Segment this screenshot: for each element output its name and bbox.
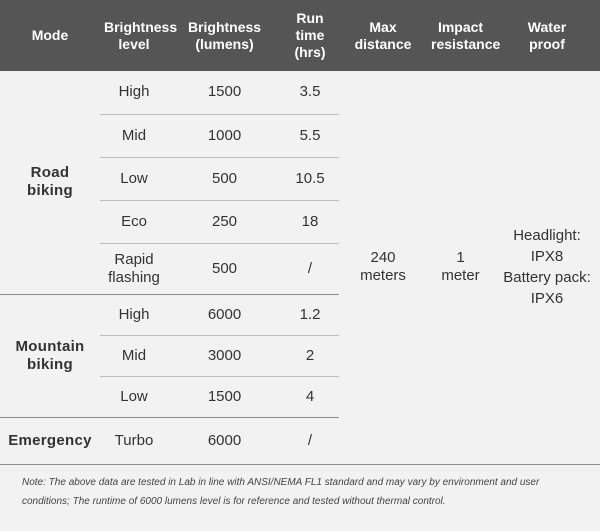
lumens-cell: 1500	[168, 71, 281, 114]
runtime-cell: 1.2	[281, 294, 339, 335]
lumens-cell: 1500	[168, 376, 281, 417]
runtime-cell: 10.5	[281, 157, 339, 200]
level-cell: High	[100, 294, 168, 335]
max-distance-value: 240 meters	[339, 71, 427, 464]
lumens-cell: 6000	[168, 417, 281, 464]
level-cell: Turbo	[100, 417, 168, 464]
lumens-cell: 500	[168, 157, 281, 200]
level-cell: Low	[100, 376, 168, 417]
lumens-cell: 500	[168, 243, 281, 294]
header-row	[0, 0, 600, 71]
mode-road-biking: Road biking	[0, 71, 100, 294]
level-cell: Eco	[100, 200, 168, 243]
footnote: Note: The above data are tested in Lab in line with ANSI/NEMA FL1 standard and may vary by environment and user conditions; The runtime of 6000 lumens level is for reference and tested without thermal control.	[22, 476, 540, 507]
level-cell: Rapid flashing	[100, 243, 168, 294]
runtime-cell: 2	[281, 335, 339, 376]
level-cell: Low	[100, 157, 168, 200]
header-brightness-level: Brightness level	[104, 18, 178, 52]
header-impact-resistance: Impact resistance	[431, 18, 501, 52]
level-cell: Mid	[100, 335, 168, 376]
impact-resistance-value: 1 meter	[427, 71, 494, 464]
header-waterproof: Water proof	[527, 18, 567, 52]
runtime-cell: /	[281, 243, 339, 294]
mode-emergency: Emergency	[0, 417, 100, 464]
lumens-cell: 250	[168, 200, 281, 243]
runtime-cell: 18	[281, 200, 339, 243]
lumens-cell: 3000	[168, 335, 281, 376]
header-run-time: Run time (hrs)	[294, 10, 326, 60]
header-brightness-lumens: Brightness (lumens)	[187, 18, 262, 52]
runtime-cell: 5.5	[281, 114, 339, 157]
level-cell: High	[100, 71, 168, 114]
runtime-cell: 4	[281, 376, 339, 417]
runtime-cell: 3.5	[281, 71, 339, 114]
lumens-cell: 1000	[168, 114, 281, 157]
mode-mountain-biking: Mountain biking	[0, 294, 100, 417]
header-mode: Mode	[31, 27, 69, 43]
header-max-distance: Max distance	[354, 18, 412, 52]
runtime-cell: /	[281, 417, 339, 464]
table-row	[0, 71, 600, 114]
lumens-cell: 6000	[168, 294, 281, 335]
waterproof-value: Headlight: IPX8 Battery pack: IPX6	[494, 71, 600, 464]
level-cell: Mid	[100, 114, 168, 157]
